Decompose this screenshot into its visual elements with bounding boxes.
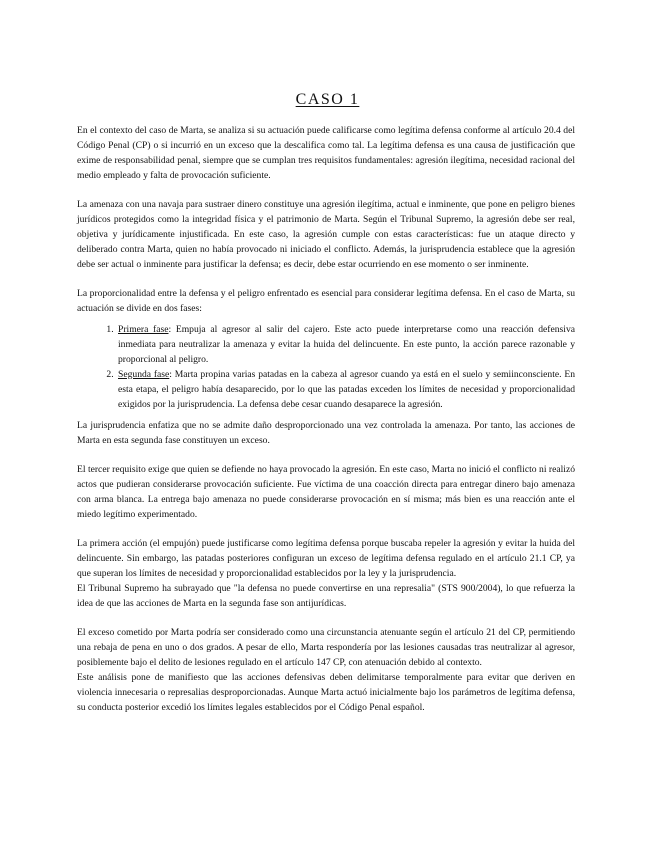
phases-list	[77, 322, 575, 412]
paragraph-provocation: El tercer requisito exige que quien se defiende no haya provocado la agresión. En este caso, Marta no inició el conflicto ni realizó actos que pudieran considerarse provocación suficiente. Fue víctima de una coacción directa para entregar dinero bajo amenaza con arma blanca. La entrega bajo amenaza no puede considerarse provocación en sí misma; más bien es una reacción ante el miedo legítimo experimentado.	[77, 464, 575, 520]
paragraph-first-action: La primera acción (el empujón) puede justificarse como legítima defensa porque buscaba repeler la agresión y evitar la huida del delincuente. Sin embargo, las patadas posteriores configuran un exceso de legítima defensa regulado en el artículo 21.1 CP, ya que superan los límites de necesidad y proporcionalidad establecidos por la ley y la jurisprudencia.	[77, 538, 575, 579]
paragraph-supreme-court: El Tribunal Supremo ha subrayado que "la defensa no puede convertirse en una represalia" (STS 900/2004), lo que refuerza la idea de que las acciones de Marta en la segunda fase son antijurídicas.	[77, 583, 575, 609]
phase-text: : Empuja al agresor al salir del cajero. Este acto puede interpretarse como una reacción defensiva inmediata para neutralizar la amenaza y evitar la huida del delincuente. En este punto, la acción parece razonable y proporcional al peligro.	[118, 324, 576, 365]
phase-name: Primera fase	[118, 324, 169, 335]
paragraph-intro: En el contexto del caso de Marta, se analiza si su actuación puede calificarse como legítima defensa conforme al artículo 20.4 del Código Penal (CP) o si incurrió en un exceso que la descalifica como tal. La legítima defensa es una causa de justificación que exime de responsabilidad penal, siempre que se cumplan tres requisitos fundamentales: agresión ilegítima, necesidad racional del medio empleado y falta de provocación suficiente.	[77, 125, 575, 181]
paragraph-aggression: La amenaza con una navaja para sustraer dinero constituye una agresión ilegítima, actual e inminente, que pone en peligro bienes jurídicos protegidos como la integridad física y el patrimonio de Marta. Según el Tribunal Supremo, la agresión debe ser real, objetiva y jurídicamente injustificada. En este caso, la agresión cumple con estas características: fue un ataque directo y deliberado contra Marta, quien no había provocado ni iniciado el conflicto. Además, la jurisprudencia establece que la agresión debe ser actual o inminente para justificar la defensa; es decir, debe estar ocurriendo en ese momento o ser inminente.	[77, 199, 575, 270]
paragraph-conclusion: Este análisis pone de manifiesto que las acciones defensivas deben delimitarse temporalmente para evitar que deriven en violencia innecesaria o represalias desproporcionadas. Aunque Marta actuó inicialmente bajo los parámetros de legítima defensa, su conducta posterior excedió los límites legales establecidos por el Código Penal español.	[77, 672, 575, 713]
phase-text: : Marta propina varias patadas en la cabeza al agresor cuando ya está en el suelo y semiinconsciente. En esta etapa, el peligro había desaparecido, por lo que las patadas exceden los límites de necesidad y proporcionalidad exigidos por la jurisprudencia. La defensa debe cesar cuando desaparece la agresión.	[118, 369, 575, 410]
list-item	[116, 367, 575, 412]
list-item	[116, 322, 575, 367]
paragraph-proportionality: La proporcionalidad entre la defensa y el peligro enfrentado es esencial para considerar legítima defensa. En el caso de Marta, su actuación se divide en dos fases:	[77, 288, 575, 314]
page-title: CASO 1	[295, 91, 360, 108]
document-body	[77, 123, 575, 715]
paragraph-excess: El exceso cometido por Marta podría ser considerado como una circunstancia atenuante según el artículo 21 del CP, permitiendo una rebaja de pena en uno o dos grados. A pesar de ello, Marta respondería por las lesiones causadas tras neutralizar al agresor, posiblemente bajo el delito de lesiones regulado en el artículo 147 CP, con atenuación debido al contexto.	[77, 627, 575, 668]
phase-name: Segunda fase	[118, 369, 170, 380]
paragraph-jurisprudence: La jurisprudencia enfatiza que no se admite daño desproporcionado una vez controlada la amenaza. Por tanto, las acciones de Marta en esta segunda fase constituyen un exceso.	[77, 420, 575, 446]
